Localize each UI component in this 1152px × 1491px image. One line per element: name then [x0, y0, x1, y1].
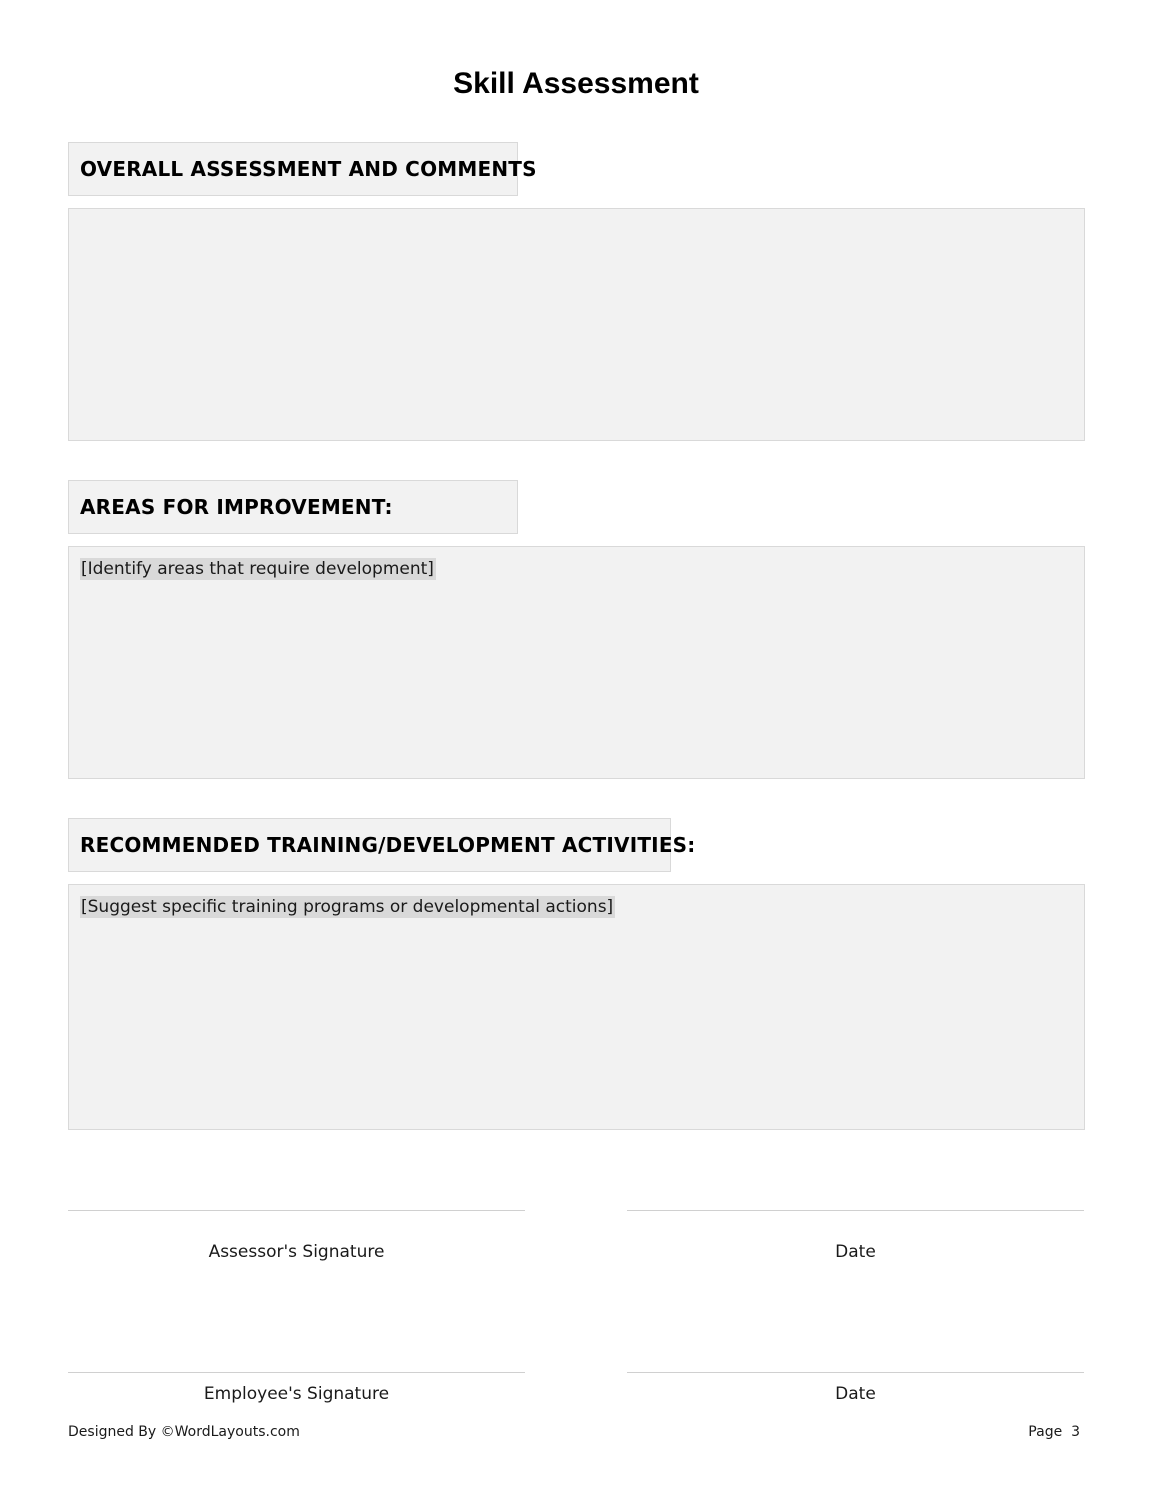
page-number: Page 3 [1028, 1424, 1080, 1440]
assessor-date-label: Date [835, 1242, 876, 1262]
assessor-signature-line[interactable] [68, 1210, 525, 1211]
assessor-signature-label: Assessor's Signature [208, 1242, 385, 1262]
page-title: Skill Assessment [453, 67, 699, 100]
section-heading-areas-for-improvement: AREAS FOR IMPROVEMENT: [68, 480, 518, 534]
footer-credit: Designed By ©WordLayouts.com [68, 1424, 300, 1440]
employee-signature-line[interactable] [68, 1372, 525, 1373]
areas-for-improvement-textbox[interactable] [68, 546, 1085, 779]
section-heading-recommended-training: RECOMMENDED TRAINING/DEVELOPMENT ACTIVITIES: [68, 818, 671, 872]
employee-date-line[interactable] [627, 1372, 1084, 1373]
areas-for-improvement-placeholder[interactable]: [Identify areas that require development] [81, 559, 434, 579]
assessor-date-line[interactable] [627, 1210, 1084, 1211]
section-heading-overall-assessment: OVERALL ASSESSMENT AND COMMENTS [68, 142, 518, 196]
employee-date-label: Date [835, 1384, 876, 1404]
recommended-training-placeholder[interactable]: [Suggest specific training programs or developmental actions] [81, 897, 614, 917]
employee-signature-label: Employee's Signature [203, 1384, 390, 1404]
overall-assessment-textbox[interactable] [68, 208, 1085, 441]
recommended-training-textbox[interactable] [68, 884, 1085, 1130]
